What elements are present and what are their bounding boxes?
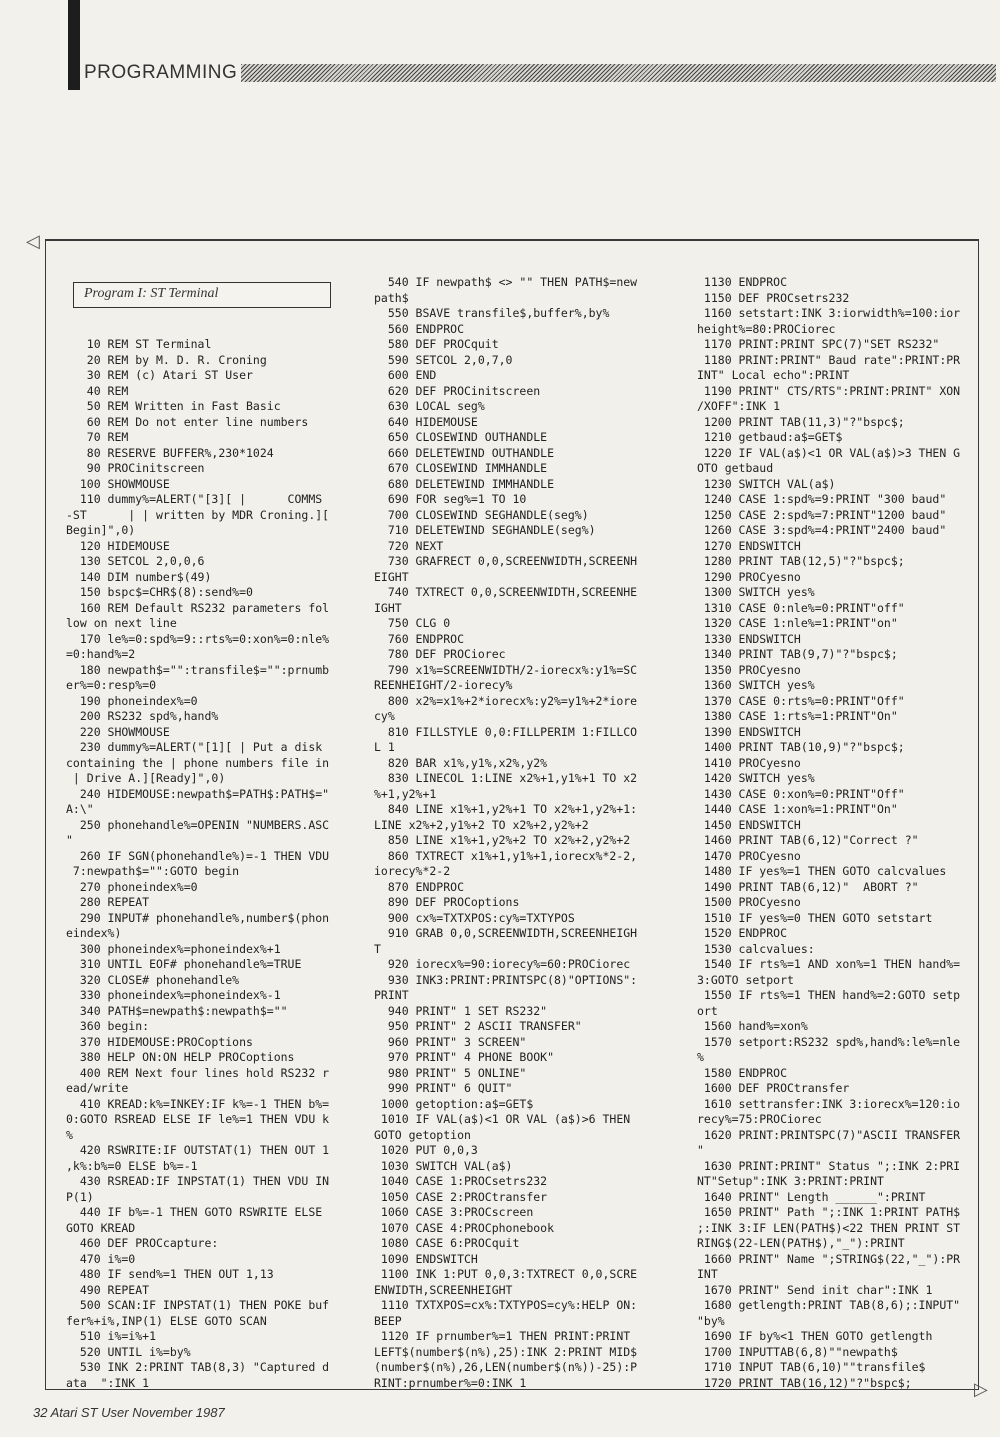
code-line: 860 TXTRECT x1%+1,y1%+1,iorecx%*2-2, (374, 848, 638, 863)
code-line: cy% (374, 709, 395, 723)
code-line: 260 IF SGN(phonehandle%)=-1 THEN VDU (66, 848, 330, 863)
code-line: 1420 SWITCH yes% (697, 771, 815, 785)
code-line: 990 PRINT" 6 QUIT" (374, 1081, 513, 1095)
code-line: 1190 PRINT" CTS/RTS":PRINT:PRINT" XON (697, 383, 961, 398)
code-line: 1500 PROCyesno (697, 895, 801, 909)
right-triangle-icon: ▷ (974, 1379, 988, 1399)
code-line: 1480 IF yes%=1 THEN GOTO calcvalues (697, 864, 947, 878)
code-line: " (697, 1143, 704, 1157)
code-line: 200 RS232 spd%,hand% (66, 709, 219, 723)
code-line: 1380 CASE 1:rts%=1:PRINT"On" (697, 709, 898, 723)
code-line: 1360 SWITCH yes% (697, 678, 815, 692)
code-line: 250 phonehandle%=OPENIN "NUMBERS.ASC (66, 817, 330, 832)
code-line: NT"Setup":INK 3:PRINT:PRINT (697, 1174, 884, 1188)
code-line: ,k%:b%=0 ELSE b%=-1 (66, 1158, 198, 1173)
code-line: 1300 SWITCH yes% (697, 585, 815, 599)
code-line: RINT:prnumber%=0:INK 1 (374, 1375, 527, 1390)
code-line: 1320 CASE 1:nle%=1:PRINT"on" (697, 616, 898, 630)
code-line: 1370 CASE 0:rts%=0:PRINT"Off" (697, 693, 905, 708)
code-line: 1180 PRINT:PRINT" Baud rate":PRINT:PR (697, 352, 961, 367)
code-line: 120 HIDEMOUSE (66, 538, 170, 553)
code-line: 1060 CASE 3:PROCscreen (374, 1205, 534, 1219)
code-line: 7:newpath$="":GOTO begin (66, 864, 240, 878)
code-line: 1630 PRINT:PRINT" Status ";:INK 2:PRI (697, 1158, 961, 1173)
code-column-1 (66, 337, 329, 1391)
code-line: 270 phoneindex%=0 (66, 879, 198, 894)
code-line: =0:hand%=2 (66, 647, 136, 661)
code-line: 510 i%=i%+1 (66, 1329, 157, 1343)
code-line: 900 cx%=TXTXPOS:cy%=TXTYPOS (374, 910, 575, 925)
code-line: % (697, 1050, 704, 1064)
code-line: A:\" (66, 802, 94, 816)
code-line: 1020 PUT 0,0,3 (374, 1143, 478, 1157)
code-line: INT" Local echo":PRINT (697, 368, 850, 382)
code-line: 590 SETCOL 2,0,7,0 (374, 352, 513, 367)
code-line: 1110 TXTXPOS=cx%:TXTYPOS=cy%:HELP ON: (374, 1298, 638, 1312)
code-line: 630 LOCAL seg% (374, 399, 485, 413)
code-line: 1430 CASE 0:xon%=0:PRINT"Off" (697, 786, 905, 801)
code-line: 820 BAR x1%,y1%,x2%,y2% (374, 755, 548, 770)
code-line: 1150 DEF PROCsetrs232 (697, 290, 850, 305)
code-line: 1220 IF VAL(a$)<1 OR VAL(a$)>3 THEN G (697, 445, 961, 460)
code-line: 320 CLOSE# phonehandle% (66, 972, 240, 987)
code-line: GOTO KREAD (66, 1220, 136, 1235)
code-line: 1100 INK 1:PUT 0,0,3:TXTRECT 0,0,SCRE (374, 1267, 638, 1281)
code-line: 1260 CASE 3:spd%=4:PRINT"2400 baud" (697, 523, 947, 537)
listing-caption: Program I: ST Terminal (84, 286, 219, 301)
code-line: 1250 CASE 2:spd%=7:PRINT"1200 baud" (697, 507, 947, 522)
code-line: 300 phoneindex%=phoneindex%+1 (66, 941, 281, 956)
code-line: 240 HIDEMOUSE:newpath$=PATH$:PATH$=" (66, 786, 330, 801)
code-line: -ST | | written by MDR Croning.][ (66, 507, 330, 522)
code-line: 1720 PRINT TAB(16,12)"?"bspc$; (697, 1375, 912, 1390)
code-line: 70 REM (66, 430, 129, 444)
code-line: 50 REM Written in Fast Basic (66, 399, 281, 413)
code-line: 20 REM by M. D. R. Croning (66, 352, 267, 367)
code-line: 60 REM Do not enter line numbers (66, 414, 309, 429)
code-line: 670 CLOSEWIND IMMHANDLE (374, 461, 548, 475)
code-line: 730 GRAFRECT 0,0,SCREENWIDTH,SCREENH (374, 554, 638, 568)
code-column-3 (697, 275, 960, 1391)
code-line: INT (697, 1267, 718, 1281)
code-line: 1070 CASE 4:PROCphonebook (374, 1220, 555, 1235)
code-line: "by% (697, 1313, 725, 1328)
code-line: 40 REM (66, 383, 129, 398)
code-line: L 1 (374, 740, 395, 754)
code-line: 1170 PRINT:PRINT SPC(7)"SET RS232" (697, 337, 940, 351)
code-line: 1330 ENDSWITCH (697, 631, 801, 646)
code-line: iorecy%*2-2 (374, 864, 451, 878)
code-line: 650 CLOSEWIND OUTHANDLE (374, 430, 548, 444)
code-line: 1090 ENDSWITCH (374, 1251, 478, 1266)
code-line: 1700 INPUTTAB(6,8)""newpath$ (697, 1344, 898, 1359)
code-line: 1640 PRINT" Length ______":PRINT (697, 1189, 926, 1204)
code-line: 1400 PRINT TAB(10,9)"?"bspc$; (697, 740, 905, 754)
code-line: 1450 ENDSWITCH (697, 817, 801, 832)
code-line: BEEP (374, 1313, 402, 1328)
code-line: 1490 PRINT TAB(6,12)" ABORT ?" (697, 879, 919, 894)
code-line: 1710 INPUT TAB(6,10)""transfile$ (697, 1360, 926, 1374)
code-line: 1280 PRINT TAB(12,5)"?"bspc$; (697, 554, 905, 568)
code-line: PRINT (374, 988, 409, 1002)
code-line: 740 TXTRECT 0,0,SCREENWIDTH,SCREENHE (374, 585, 638, 599)
code-line: 1460 PRINT TAB(6,12)"Correct ?" (697, 833, 919, 847)
code-line: 1530 calcvalues: (697, 941, 815, 956)
code-line: 140 DIM number$(49) (66, 569, 212, 584)
code-line: 800 x2%=x1%+2*iorecx%:y2%=y1%+2*iore (374, 693, 638, 708)
code-line: 940 PRINT" 1 SET RS232" (374, 1003, 548, 1018)
code-line: 160 REM Default RS232 parameters fol (66, 600, 330, 615)
code-line: 460 DEF PROCcapture: (66, 1236, 219, 1250)
code-line: 1120 IF prnumber%=1 THEN PRINT:PRINT (374, 1329, 631, 1343)
code-line: 400 REM Next four lines hold RS232 r (66, 1065, 330, 1080)
code-line: 620 DEF PROCinitscreen (374, 383, 541, 398)
header-black-bar (68, 0, 80, 90)
code-line: 1130 ENDPROC (697, 275, 788, 289)
code-line: 1040 CASE 1:PROCsetrs232 (374, 1174, 548, 1188)
code-line: 1540 IF rts%=1 AND xon%=1 THEN hand%= (697, 957, 961, 971)
section-title: PROGRAMMING (84, 63, 241, 83)
code-line: 80 RESERVE BUFFER%,230*1024 (66, 445, 274, 460)
code-line: 560 ENDPROC (374, 321, 465, 336)
code-line: 1000 getoption:a$=GET$ (374, 1096, 534, 1111)
code-line: 580 DEF PROCquit (374, 337, 499, 351)
code-line: 930 INK3:PRINT:PRINTSPC(8)"OPTIONS": (374, 972, 638, 987)
code-line: 700 CLOSEWIND SEGHANDLE(seg%) (374, 507, 589, 522)
code-line: 1010 IF VAL(a$)<1 OR VAL (a$)>6 THEN (374, 1112, 631, 1126)
code-line: 640 HIDEMOUSE (374, 414, 478, 429)
code-line: 410 KREAD:k%=INKEY:IF k%=-1 THEN b%= (66, 1096, 330, 1111)
code-line: height%=80:PROCiorec (697, 321, 836, 336)
code-line: 190 phoneindex%=0 (66, 693, 198, 708)
code-line: 100 SHOWMOUSE (66, 476, 170, 491)
code-line: 1290 PROCyesno (697, 569, 801, 584)
code-line: 310 UNTIL EOF# phonehandle%=TRUE (66, 957, 302, 971)
code-line: 0:GOTO RSREAD ELSE IF le%=1 THEN VDU k (66, 1112, 330, 1126)
code-line: 280 REPEAT (66, 895, 150, 909)
code-line: ort (697, 1003, 718, 1018)
code-line: " (66, 833, 73, 847)
code-line: 680 DELETEWIND IMMHANDLE (374, 476, 555, 491)
left-triangle-icon: ◁ (26, 231, 40, 251)
code-line: | Drive A.][Ready]",0) (66, 771, 226, 785)
code-line: 980 PRINT" 5 ONLINE" (374, 1065, 527, 1080)
code-line: 150 bspc$=CHR$(8):send%=0 (66, 585, 253, 599)
code-line: 180 newpath$="":transfile$="":prnumb (66, 662, 330, 677)
code-line: 1550 IF rts%=1 THEN hand%=2:GOTO setp (697, 988, 961, 1002)
code-line: %+1,y2%+1 (374, 786, 437, 801)
code-line: 90 PROCinitscreen (66, 461, 205, 475)
code-line: 330 phoneindex%=phoneindex%-1 (66, 988, 281, 1002)
code-line: /XOFF":INK 1 (697, 399, 781, 413)
code-line: (number$(n%),26,LEN(number$(n%))-25):P (374, 1360, 638, 1374)
code-line: er%=0:resp%=0 (66, 678, 157, 692)
code-line: Begin]",0) (66, 523, 136, 537)
code-line: 1230 SWITCH VAL(a$) (697, 476, 836, 491)
code-line: 790 x1%=SCREENWIDTH/2-iorecx%:y1%=SC (374, 662, 638, 677)
code-line: 1410 PROCyesno (697, 755, 801, 770)
code-line: 110 dummy%=ALERT("[3][ | COMMS (66, 492, 323, 506)
code-line: 430 RSREAD:IF INPSTAT(1) THEN VDU IN (66, 1174, 330, 1188)
code-line: 340 PATH$=newpath$:newpath$="" (66, 1003, 288, 1018)
code-line: 530 INK 2:PRINT TAB(8,3) "Captured d (66, 1360, 330, 1374)
code-line: 220 SHOWMOUSE (66, 724, 170, 739)
code-line: LEFT$(number$(n%),25):INK 2:PRINT MID$ (374, 1344, 638, 1359)
code-line: 380 HELP ON:ON HELP PROCoptions (66, 1050, 295, 1064)
code-line: 1240 CASE 1:spd%=9:PRINT "300 baud" (697, 492, 947, 506)
code-line: T (374, 941, 381, 956)
code-line: 1050 CASE 2:PROCtransfer (374, 1189, 548, 1204)
code-line: ENWIDTH,SCREENHEIGHT (374, 1282, 513, 1297)
code-line: 1580 ENDPROC (697, 1065, 788, 1080)
code-line: 1030 SWITCH VAL(a$) (374, 1158, 513, 1173)
code-line: ead/write (66, 1081, 129, 1095)
code-line: 920 iorecx%=90:iorecy%=60:PROCiorec (374, 957, 631, 971)
code-line: 690 FOR seg%=1 TO 10 (374, 492, 527, 506)
code-line: 1520 ENDPROC (697, 926, 788, 940)
code-line: 10 REM ST Terminal (66, 337, 212, 351)
code-line: IGHT (374, 600, 402, 615)
code-line: 550 BSAVE transfile$,buffer%,by% (374, 306, 610, 320)
code-line: 1600 DEF PROCtransfer (697, 1081, 850, 1095)
code-line: 1680 getlength:PRINT TAB(8,6);:INPUT" (697, 1298, 961, 1312)
code-column-2 (374, 275, 637, 1391)
code-line: path$ (374, 290, 409, 305)
code-line: 1350 PROCyesno (697, 662, 801, 677)
code-line: 470 i%=0 (66, 1251, 136, 1266)
code-line: containing the | phone numbers file in (66, 755, 330, 770)
page-footer: 32 Atari ST User November 1987 (33, 1405, 225, 1420)
code-line: 360 begin: (66, 1019, 150, 1033)
code-line: 230 dummy%=ALERT("[1][ | Put a disk (66, 740, 323, 754)
code-line: RING$(22-LEN(PATH$),"_"):PRINT (697, 1236, 905, 1250)
code-line: 970 PRINT" 4 PHONE BOOK" (374, 1050, 555, 1064)
code-line: 1160 setstart:INK 3:iorwidth%=100:ior (697, 306, 961, 320)
code-line: fer%+i%,INP(1) ELSE GOTO SCAN (66, 1313, 267, 1328)
code-line: 600 END (374, 368, 437, 382)
code-line: EIGHT (374, 569, 409, 584)
code-line: recy%=75:PROCiorec (697, 1112, 822, 1126)
code-line: OTO getbaud (697, 461, 774, 475)
code-line: 1080 CASE 6:PROCquit (374, 1236, 520, 1250)
code-line: 710 DELETEWIND SEGHANDLE(seg%) (374, 523, 596, 537)
code-line: ;:INK 3:IF LEN(PATH$)<22 THEN PRINT ST (697, 1220, 961, 1235)
code-line: 370 HIDEMOUSE:PROCoptions (66, 1034, 253, 1049)
code-line: 1390 ENDSWITCH (697, 724, 801, 739)
code-line: 520 UNTIL i%=by% (66, 1344, 191, 1359)
code-line: 1560 hand%=xon% (697, 1019, 808, 1033)
code-line: 760 ENDPROC (374, 631, 465, 646)
code-line: 1340 PRINT TAB(9,7)"?"bspc$; (697, 647, 898, 661)
code-line: 850 LINE x1%+1,y2%+2 TO x2%+2,y2%+2 (374, 833, 631, 847)
code-line: GOTO getoption (374, 1127, 471, 1142)
code-line: 1690 IF by%<1 THEN GOTO getlength (697, 1329, 933, 1343)
code-line: 870 ENDPROC (374, 879, 465, 894)
code-line: 500 SCAN:IF INPSTAT(1) THEN POKE buf (66, 1298, 330, 1312)
code-line: 1570 setport:RS232 spd%,hand%:le%=nle (697, 1034, 961, 1049)
code-line: 490 REPEAT (66, 1282, 150, 1297)
code-line: 780 DEF PROCiorec (374, 647, 506, 661)
code-line: 1510 IF yes%=0 THEN GOTO setstart (697, 910, 933, 925)
header-hatch-rule (241, 64, 996, 82)
code-line: % (66, 1127, 73, 1142)
code-line: 960 PRINT" 3 SCREEN" (374, 1034, 527, 1049)
code-line: 420 RSWRITE:IF OUTSTAT(1) THEN OUT 1 (66, 1143, 330, 1157)
code-line: 1310 CASE 0:nle%=0:PRINT"off" (697, 600, 905, 615)
code-line: 480 IF send%=1 THEN OUT 1,13 (66, 1267, 274, 1281)
code-line: 890 DEF PROCoptions (374, 895, 520, 909)
code-line: P(1) (66, 1189, 94, 1204)
code-line: LINE x2%+2,y1%+2 TO x2%+2,y2%+2 (374, 817, 589, 832)
code-line: 1660 PRINT" Name ";STRING$(22,"_"):PR (697, 1251, 961, 1266)
code-line: 1610 settransfer:INK 3:iorecx%=120:io (697, 1096, 961, 1111)
code-line: 130 SETCOL 2,0,0,6 (66, 554, 205, 568)
code-line: 290 INPUT# phonehandle%,number$(phon (66, 910, 330, 925)
code-line: 170 le%=0:spd%=9::rts%=0:xon%=0:nle% (66, 631, 330, 646)
section-header (84, 63, 996, 83)
code-line: 660 DELETEWIND OUTHANDLE (374, 445, 555, 460)
code-line: 1200 PRINT TAB(11,3)"?"bspc$; (697, 414, 905, 429)
code-line: 1620 PRINT:PRINTSPC(7)"ASCII TRANSFER (697, 1127, 961, 1142)
listing-caption-box (73, 282, 331, 308)
code-line: eindex%) (66, 926, 122, 940)
code-line: 720 NEXT (374, 538, 444, 553)
code-line: 810 FILLSTYLE 0,0:FILLPERIM 1:FILLCO (374, 724, 638, 739)
code-line: ata ":INK 1 (66, 1375, 150, 1390)
code-line: 1470 PROCyesno (697, 848, 801, 863)
code-line: low on next line (66, 616, 177, 630)
code-line: 3:GOTO setport (697, 972, 794, 987)
code-line: 30 REM (c) Atari ST User (66, 368, 253, 382)
code-line: 1440 CASE 1:xon%=1:PRINT"On" (697, 802, 898, 816)
code-line: 1650 PRINT" Path ";:INK 1:PRINT PATH$ (697, 1205, 961, 1219)
code-line: 540 IF newpath$ <> "" THEN PATH$=new (374, 275, 638, 289)
code-line: 830 LINECOL 1:LINE x2%+1,y1%+1 TO x2 (374, 771, 638, 785)
code-line: 750 CLG 0 (374, 616, 451, 630)
code-line: 1670 PRINT" Send init char":INK 1 (697, 1282, 933, 1297)
code-line: 950 PRINT" 2 ASCII TRANSFER" (374, 1019, 582, 1033)
code-line: 910 GRAB 0,0,SCREENWIDTH,SCREENHEIGH (374, 926, 638, 940)
code-line: 840 LINE x1%+1,y2%+1 TO x2%+1,y2%+1: (374, 802, 638, 816)
code-line: 1210 getbaud:a$=GET$ (697, 430, 843, 444)
code-line: REENHEIGHT/2-iorecy% (374, 678, 513, 692)
code-line: 440 IF b%=-1 THEN GOTO RSWRITE ELSE (66, 1205, 323, 1219)
code-line: 1270 ENDSWITCH (697, 538, 801, 553)
